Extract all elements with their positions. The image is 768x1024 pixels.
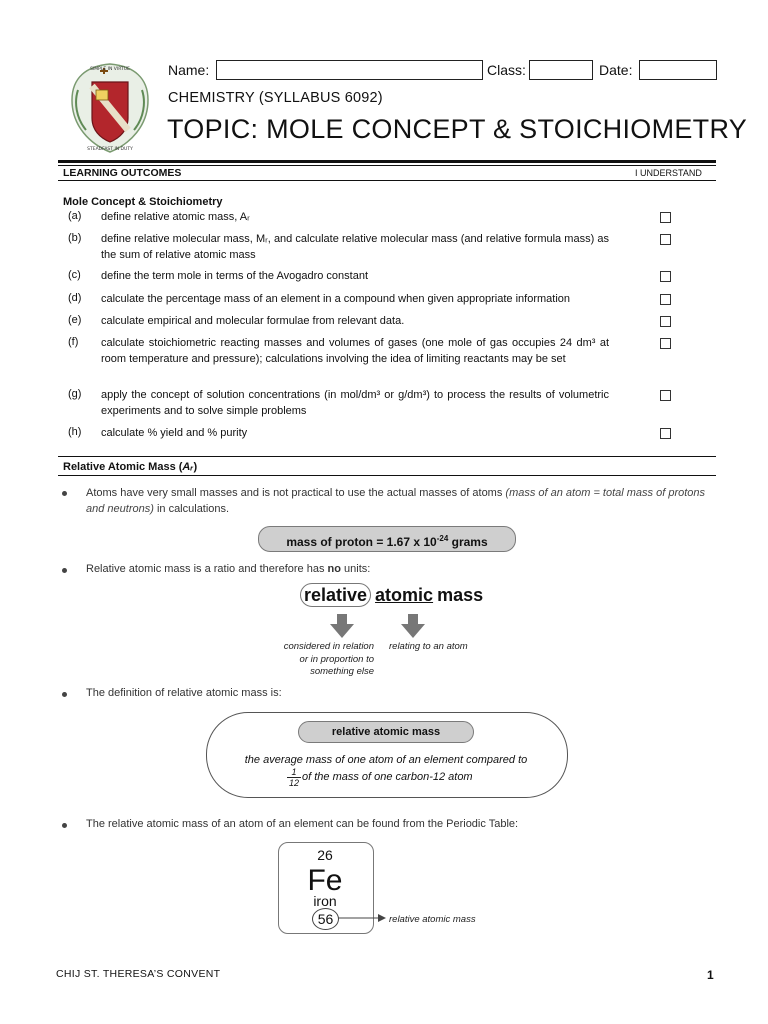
svg-text:STEADFAST IN DUTY: STEADFAST IN DUTY (87, 147, 133, 152)
fraction-one-twelfth: 1 12 (288, 767, 299, 788)
bullet-periodic-table: The relative atomic mass of an atom of an element can be found from the Periodic Table: (86, 818, 519, 830)
checkbox-outcome-f[interactable] (660, 338, 671, 349)
outcome-text-d: calculate the percentage mass of an element in a compound when given appropriate information (101, 293, 571, 305)
learning-outcomes-heading: LEARNING OUTCOMES (63, 167, 182, 179)
down-arrow-icon (330, 614, 354, 638)
outcome-text-e: calculate empirical and molecular formulae from relevant data. (101, 315, 405, 327)
school-crest-logo (66, 60, 154, 156)
svg-text:SIMPLE IN VIRTUE: SIMPLE IN VIRTUE (90, 67, 130, 72)
arrow-right-icon (338, 913, 386, 923)
element-symbol: Fe (307, 864, 343, 897)
mass-arrow-label: relative atomic mass (389, 914, 476, 925)
outcome-text-b: define relative molecular mass, Mᵣ, and calculate relative molecular mass (and relative formula mass) as the sum of relative atomic mass (101, 233, 609, 261)
header-rule-thin (58, 165, 716, 166)
outcome-letter-g: (g) (68, 388, 82, 400)
note-atomic: relating to an atom (389, 641, 468, 652)
checkbox-outcome-h[interactable] (660, 428, 671, 439)
outcome-letter-c: (c) (68, 269, 81, 281)
date-label: Date: (599, 62, 633, 78)
outcome-text-c: define the term mole in terms of the Avogadro constant (101, 270, 369, 282)
definition-title: relative atomic mass (298, 721, 474, 743)
bullet-no-units: Relative atomic mass is a ratio and therefore has no units: (86, 563, 371, 575)
header-rule (58, 160, 716, 163)
definition-line-1: the average mass of one atom of an element compared to (244, 754, 528, 766)
outcome-letter-e: (e) (68, 314, 82, 326)
checkbox-outcome-b[interactable] (660, 234, 671, 245)
name-label: Name: (168, 62, 210, 78)
outcome-letter-a: (a) (68, 210, 82, 222)
outcome-text-a: define relative atomic mass, Aᵣ (101, 211, 250, 223)
checkbox-outcome-a[interactable] (660, 212, 671, 223)
page-title: TOPIC: MOLE CONCEPT & STOICHIOMETRY (167, 114, 748, 144)
bullet-dot (62, 568, 67, 573)
element-atomic-number: 26 (317, 847, 333, 863)
element-relative-mass: 56 (312, 908, 339, 930)
page-number: 1 (707, 968, 714, 982)
outcome-text-h: calculate % yield and % purity (101, 427, 248, 439)
down-arrow-icon (401, 614, 425, 638)
syllabus-line: CHEMISTRY (SYLLABUS 6092) (168, 90, 383, 106)
checkbox-outcome-d[interactable] (660, 294, 671, 305)
outcome-text-f: calculate stoichiometric reacting masses and volumes of gases (one mole of gas occupies 24 dm³ at room temperature and pressure); calculations involving the idea of limiting reactants may be set (101, 337, 609, 365)
outcome-letter-h: (h) (68, 426, 82, 438)
outcome-text-g: apply the concept of solution concentrations (in mol/dm³ or g/dm³) to process the results of volumetric experiments and to solve simple problems (101, 389, 609, 417)
bullet-dot (62, 692, 67, 697)
relative-atomic-mass-term (300, 585, 483, 606)
bullet-definition-intro: The definition of relative atomic mass is: (86, 687, 282, 699)
date-field[interactable] (639, 60, 717, 80)
element-name: iron (313, 893, 337, 909)
checkbox-outcome-c[interactable] (660, 271, 671, 282)
i-understand-label: I UNDERSTAND (635, 168, 702, 178)
section-rule-top (58, 456, 716, 457)
outcome-letter-b: (b) (68, 232, 82, 244)
bullet-atoms-small-masses: Atoms have very small masses and is not practical to use the actual masses of atoms (mass of an atom = total mass of protons and neutrons) in calculations. (86, 487, 706, 515)
name-field[interactable] (216, 60, 483, 80)
note-relative: considered in relation or in proportion to something else (283, 641, 374, 677)
class-label: Class: (487, 62, 526, 78)
section-rule-bottom (58, 475, 716, 476)
term-mass: mass (437, 585, 484, 605)
footer-school-name: CHIJ ST. THERESA’S CONVENT (56, 968, 221, 980)
class-field[interactable] (529, 60, 593, 80)
checkbox-outcome-g[interactable] (660, 390, 671, 401)
bullet-dot (62, 823, 67, 828)
bullet-dot (62, 491, 67, 496)
section-heading: Relative Atomic Mass (Aᵣ) (63, 461, 198, 473)
term-relative: relative (300, 583, 371, 607)
outcome-letter-f: (f) (68, 336, 79, 348)
checkbox-outcome-e[interactable] (660, 316, 671, 327)
outcomes-rule (58, 180, 716, 181)
outcome-letter-d: (d) (68, 292, 82, 304)
definition-line-2: of the mass of one carbon-12 atom (302, 771, 473, 783)
outcomes-subheading: Mole Concept & Stoichiometry (63, 196, 223, 208)
term-atomic: atomic (375, 585, 434, 605)
proton-mass-box: mass of proton = 1.67 x $10^{-24}$ grams (258, 526, 516, 552)
